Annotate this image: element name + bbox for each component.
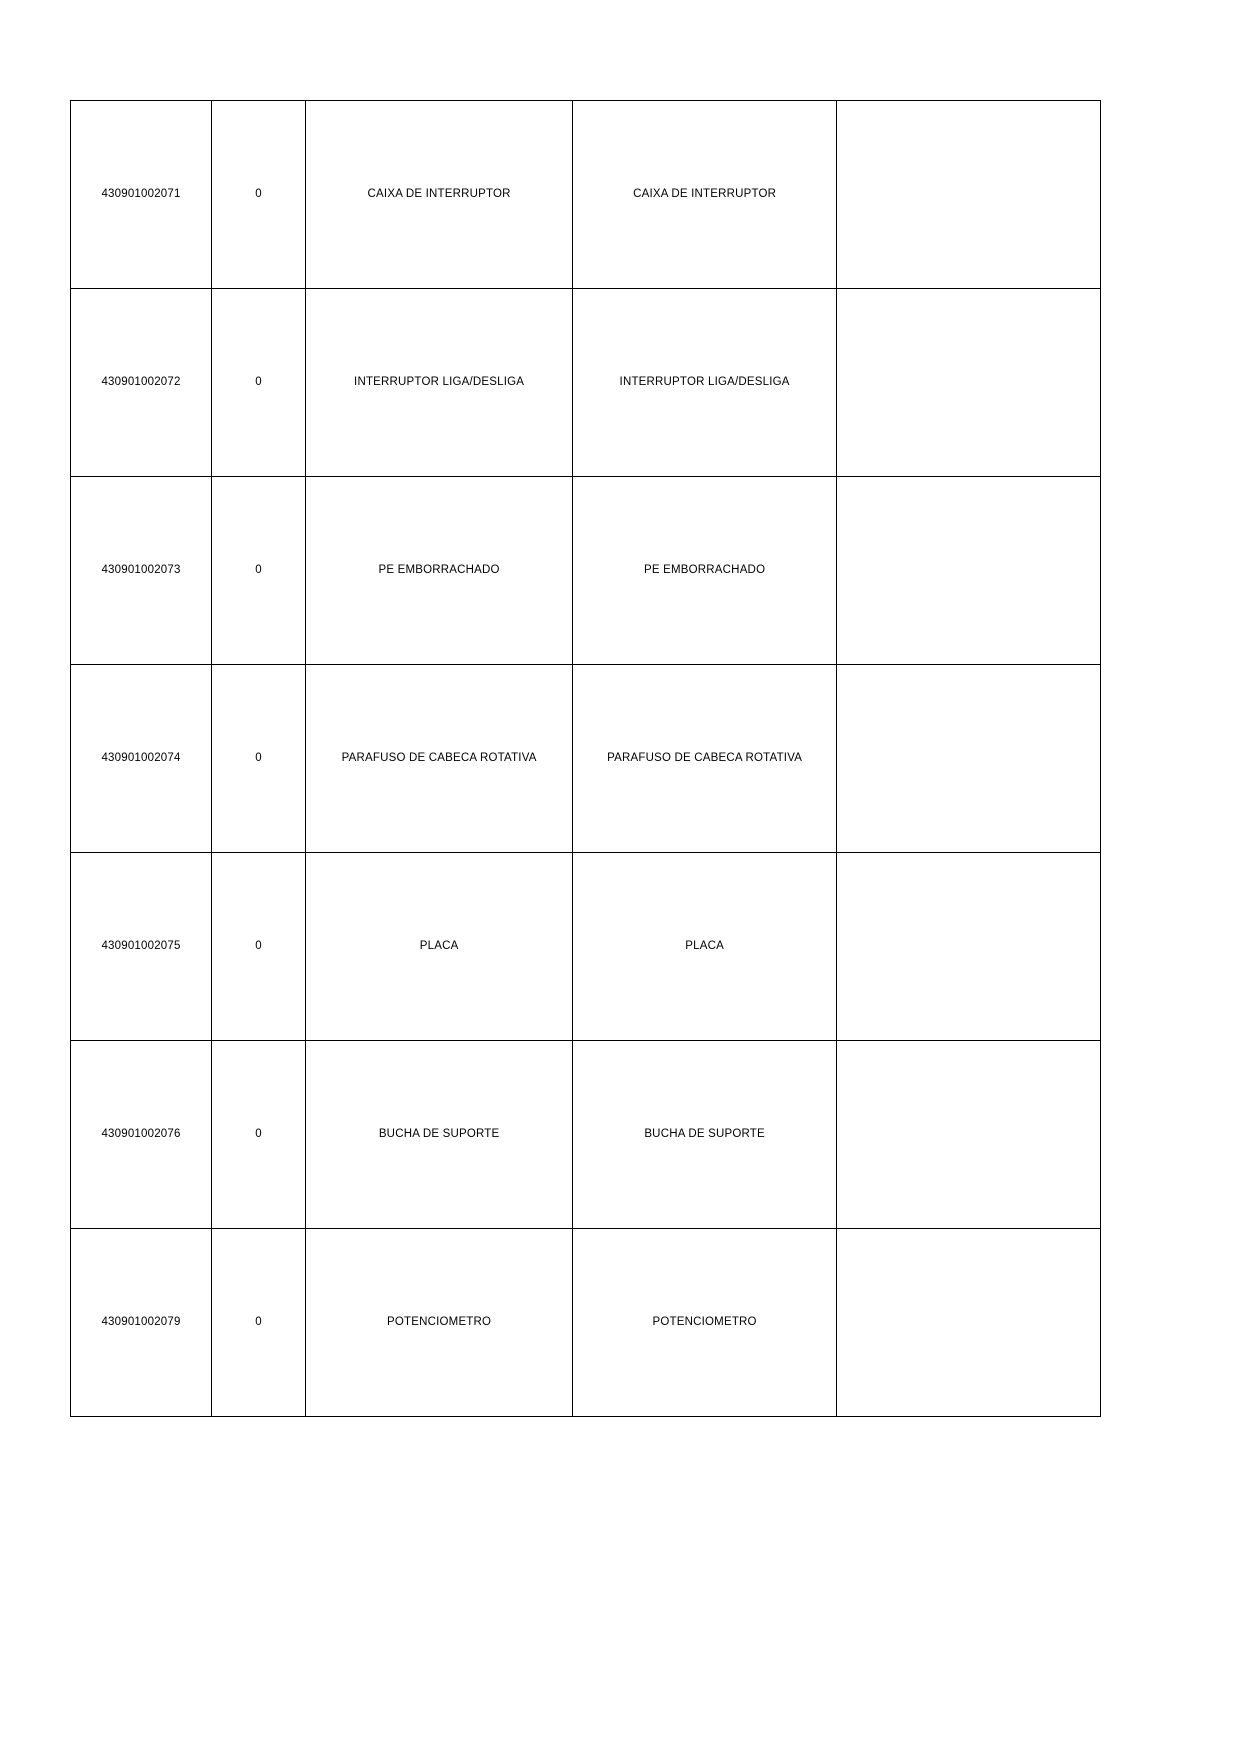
- cell-quantity: [212, 853, 306, 1041]
- quantity-text: 0: [255, 1316, 262, 1329]
- cell-description-alt: [573, 477, 837, 665]
- cell-notes: [837, 853, 1101, 1041]
- quantity-text: 0: [255, 376, 262, 389]
- description-text: POTENCIOMETRO: [387, 1316, 492, 1329]
- cell-notes: [837, 665, 1101, 853]
- code-text: 430901002073: [101, 564, 181, 577]
- description-alt-text: INTERRUPTOR LIGA/DESLIGA: [619, 376, 790, 389]
- cell-quantity: [212, 101, 306, 289]
- description-text: CAIXA DE INTERRUPTOR: [367, 188, 511, 201]
- cell-description-alt: [573, 1041, 837, 1229]
- description-alt-text: PLACA: [685, 940, 724, 953]
- code-text: 430901002079: [101, 1316, 181, 1329]
- cell-description: [306, 853, 573, 1041]
- cell-code: [71, 1041, 212, 1229]
- table-row: [71, 1229, 1101, 1417]
- description-text: PARAFUSO DE CABECA ROTATIVA: [341, 752, 537, 765]
- cell-description-alt: [573, 853, 837, 1041]
- cell-description: [306, 477, 573, 665]
- parts-table: [70, 100, 1101, 1417]
- cell-quantity: [212, 1229, 306, 1417]
- quantity-text: 0: [255, 752, 262, 765]
- description-text: PE EMBORRACHADO: [378, 564, 500, 577]
- code-text: 430901002072: [101, 376, 181, 389]
- table-row: [71, 853, 1101, 1041]
- cell-description: [306, 1041, 573, 1229]
- cell-description: [306, 665, 573, 853]
- description-alt-text: BUCHA DE SUPORTE: [644, 1128, 765, 1141]
- cell-description-alt: [573, 665, 837, 853]
- cell-quantity: [212, 665, 306, 853]
- quantity-text: 0: [255, 188, 262, 201]
- cell-notes: [837, 101, 1101, 289]
- table-row: [71, 477, 1101, 665]
- cell-quantity: [212, 1041, 306, 1229]
- cell-code: [71, 1229, 212, 1417]
- description-text: BUCHA DE SUPORTE: [378, 1128, 500, 1141]
- code-text: 430901002071: [101, 188, 181, 201]
- description-alt-text: CAIXA DE INTERRUPTOR: [633, 188, 777, 201]
- description-alt-text: PE EMBORRACHADO: [644, 564, 766, 577]
- cell-description: [306, 1229, 573, 1417]
- code-text: 430901002075: [101, 940, 181, 953]
- cell-description-alt: [573, 101, 837, 289]
- cell-description-alt: [573, 289, 837, 477]
- parts-table-body: [71, 101, 1101, 1417]
- table-row: [71, 1041, 1101, 1229]
- quantity-text: 0: [255, 940, 262, 953]
- table-row: [71, 289, 1101, 477]
- quantity-text: 0: [255, 1128, 262, 1141]
- cell-code: [71, 665, 212, 853]
- code-text: 430901002076: [101, 1128, 181, 1141]
- table-row: [71, 665, 1101, 853]
- cell-notes: [837, 1229, 1101, 1417]
- cell-description: [306, 101, 573, 289]
- description-text: INTERRUPTOR LIGA/DESLIGA: [354, 376, 525, 389]
- cell-code: [71, 101, 212, 289]
- cell-quantity: [212, 477, 306, 665]
- cell-code: [71, 289, 212, 477]
- quantity-text: 0: [255, 564, 262, 577]
- cell-notes: [837, 289, 1101, 477]
- table-row: [71, 101, 1101, 289]
- cell-code: [71, 477, 212, 665]
- code-text: 430901002074: [101, 752, 181, 765]
- description-alt-text: PARAFUSO DE CABECA ROTATIVA: [607, 752, 803, 765]
- cell-notes: [837, 1041, 1101, 1229]
- description-text: PLACA: [419, 940, 459, 953]
- description-alt-text: POTENCIOMETRO: [652, 1316, 757, 1329]
- cell-notes: [837, 477, 1101, 665]
- cell-description-alt: [573, 1229, 837, 1417]
- cell-code: [71, 853, 212, 1041]
- cell-quantity: [212, 289, 306, 477]
- cell-description: [306, 289, 573, 477]
